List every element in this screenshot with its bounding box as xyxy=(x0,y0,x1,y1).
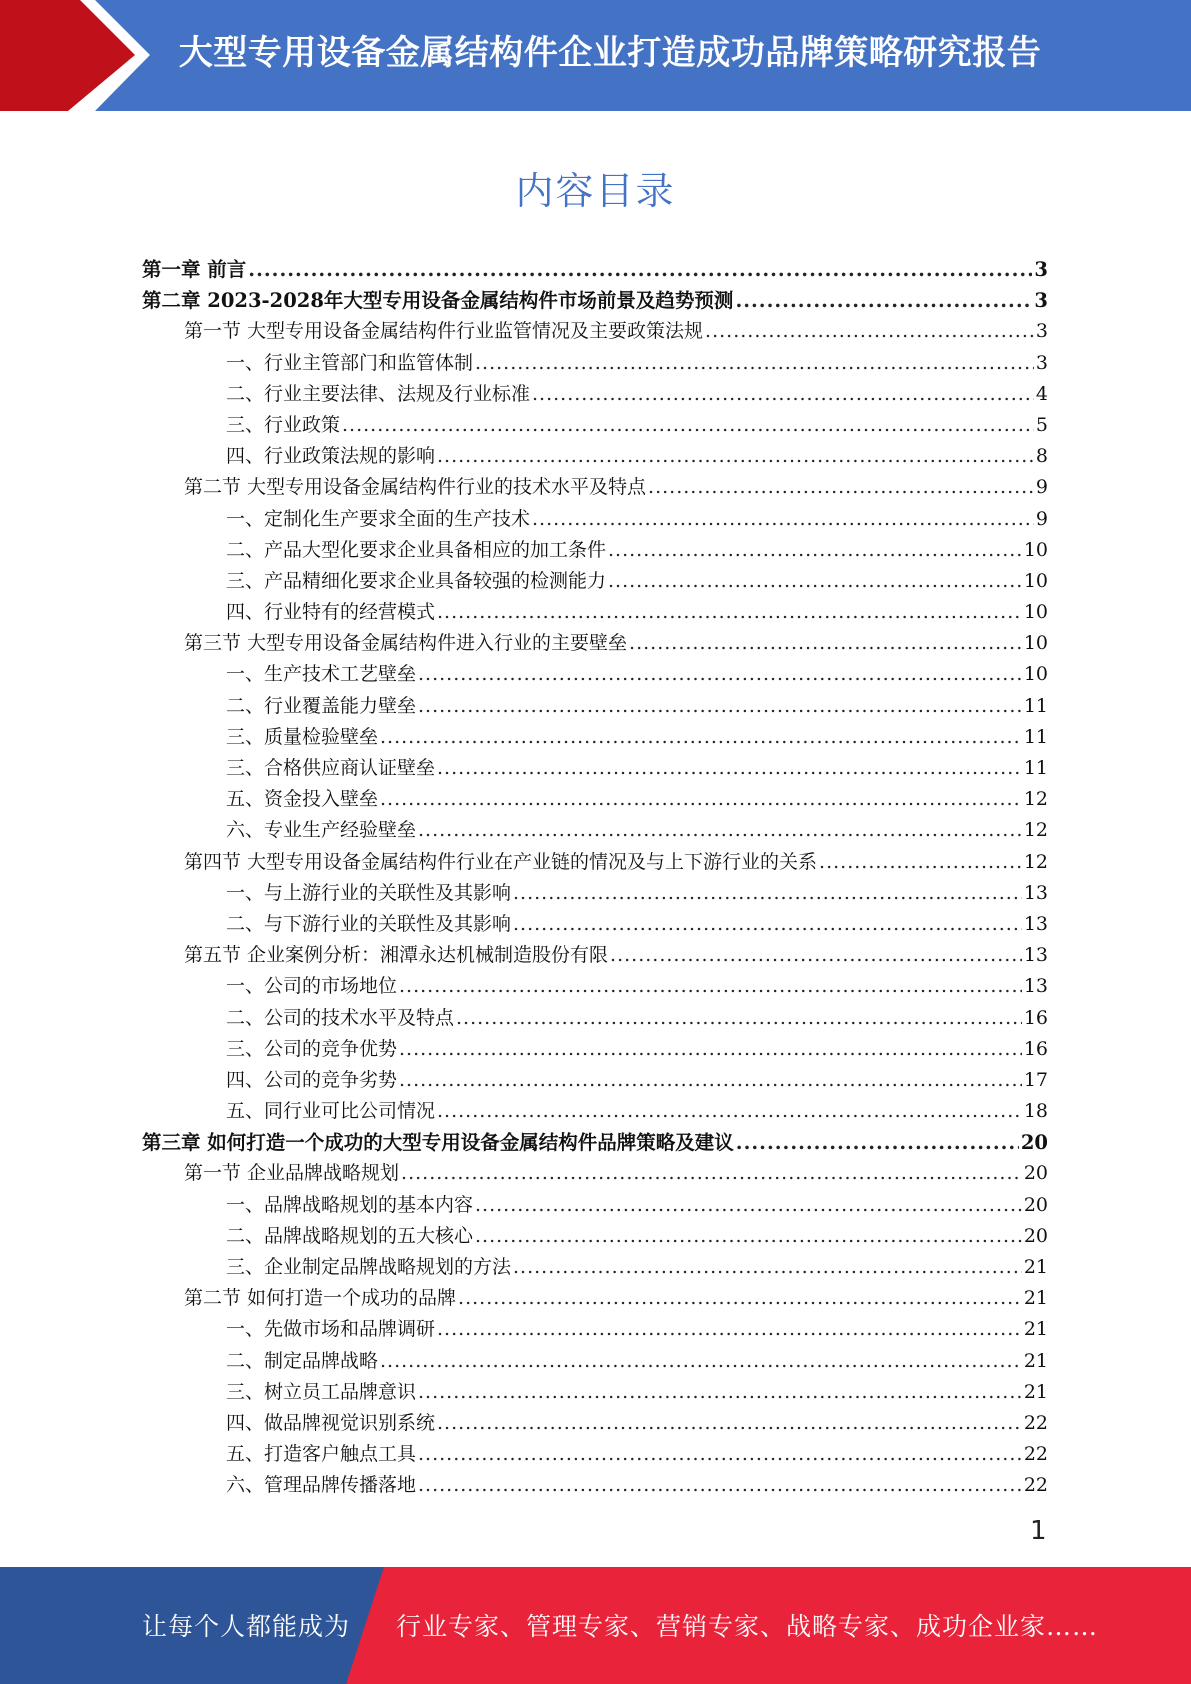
toc-entry-label: 二、制定品牌战略 xyxy=(226,1349,379,1372)
toc-entry-page: 3 xyxy=(1034,258,1048,281)
toc-dot-leader xyxy=(736,1127,1019,1158)
report-title: 大型专用设备金属结构件企业打造成功品牌策略研究报告 xyxy=(178,33,1042,73)
toc-entry-page: 17 xyxy=(1023,1068,1048,1091)
toc-entry-label: 一、生产技术工艺壁垒 xyxy=(226,663,417,686)
toc-entry-page: 12 xyxy=(1023,819,1048,842)
toc-entry-page: 20 xyxy=(1023,1193,1048,1216)
toc-entry[interactable] xyxy=(142,1346,1048,1377)
toc-dot-leader xyxy=(248,254,1032,285)
toc-entry-label: 第二章 2023-2028年大型专用设备金属结构件市场前景及趋势预测 xyxy=(142,289,734,313)
footer-banner xyxy=(0,1567,1191,1684)
toc-dot-leader xyxy=(610,940,1022,971)
toc-dot-leader xyxy=(437,1314,1022,1345)
toc-entry[interactable] xyxy=(142,815,1048,846)
toc-entry-label: 二、与下游行业的关联性及其影响 xyxy=(226,912,512,935)
toc-entry-page: 8 xyxy=(1035,445,1048,468)
toc-entry-label: 二、行业覆盖能力壁垒 xyxy=(226,694,417,717)
toc-entry[interactable] xyxy=(142,1252,1048,1283)
toc-entry-label: 一、品牌战略规划的基本内容 xyxy=(226,1193,474,1216)
toc-entry-label: 一、公司的市场地位 xyxy=(226,975,398,998)
toc-entry-page: 3 xyxy=(1035,351,1048,374)
toc-entry-label: 第四节 大型专用设备金属结构件行业在产业链的情况及与上下游行业的关系 xyxy=(184,850,818,873)
toc-entry[interactable] xyxy=(142,1158,1048,1189)
toc-dot-leader xyxy=(380,722,1022,753)
toc-entry[interactable] xyxy=(142,971,1048,1002)
toc-entry-label: 五、同行业可比公司情况 xyxy=(226,1100,436,1123)
toc-entry-page: 3 xyxy=(1035,320,1048,343)
toc-entry[interactable] xyxy=(142,1221,1048,1252)
toc-entry[interactable] xyxy=(142,753,1048,784)
toc-dot-leader xyxy=(437,597,1022,628)
toc-entry-page: 3 xyxy=(1034,289,1048,313)
toc-entry-label: 一、与上游行业的关联性及其影响 xyxy=(226,881,512,904)
toc-entry[interactable] xyxy=(142,348,1048,379)
toc-dot-leader xyxy=(648,472,1034,503)
toc-entry-page: 20 xyxy=(1023,1224,1048,1247)
toc-dot-leader xyxy=(629,628,1022,659)
toc-entry[interactable] xyxy=(142,410,1048,441)
toc-entry-page: 10 xyxy=(1023,538,1048,561)
toc-entry[interactable] xyxy=(142,535,1048,566)
toc-entry-label: 第二节 如何打造一个成功的品牌 xyxy=(184,1287,457,1310)
toc-entry[interactable] xyxy=(142,1377,1048,1408)
toc-entry[interactable] xyxy=(142,566,1048,597)
toc-entry[interactable] xyxy=(142,628,1048,659)
toc-entry[interactable] xyxy=(142,316,1048,347)
toc-entry-page: 21 xyxy=(1023,1349,1048,1372)
toc-entry-label: 第一节 企业品牌战略规划 xyxy=(184,1162,400,1185)
toc-entry-label: 第一章 前言 xyxy=(142,258,247,281)
toc-dot-leader xyxy=(418,1377,1022,1408)
toc-entry-page: 13 xyxy=(1023,944,1048,967)
toc-dot-leader xyxy=(705,316,1034,347)
toc-entry-page: 10 xyxy=(1023,632,1048,655)
toc-entry-page: 11 xyxy=(1023,694,1048,717)
toc-entry-label: 三、公司的竞争优势 xyxy=(226,1037,398,1060)
toc-dot-leader xyxy=(437,441,1034,472)
toc-dot-leader xyxy=(380,784,1022,815)
toc-entry-label: 三、树立员工品牌意识 xyxy=(226,1380,417,1403)
toc-dot-leader xyxy=(418,815,1022,846)
toc-entry-page: 13 xyxy=(1023,975,1048,998)
toc-entry-page: 13 xyxy=(1023,912,1048,935)
toc-entry-page: 13 xyxy=(1023,881,1048,904)
toc-dot-leader xyxy=(513,1252,1022,1283)
toc-entry[interactable] xyxy=(142,1314,1048,1345)
toc-entry-page: 20 xyxy=(1023,1162,1048,1185)
toc-entry[interactable] xyxy=(142,722,1048,753)
toc-entry-label: 六、专业生产经验壁垒 xyxy=(226,819,417,842)
toc-entry-label: 五、资金投入壁垒 xyxy=(226,788,379,811)
toc-dot-leader xyxy=(735,285,1032,316)
toc-entry[interactable] xyxy=(142,1283,1048,1314)
toc-entry[interactable] xyxy=(142,1470,1048,1501)
toc-dot-leader xyxy=(418,1470,1022,1501)
toc-entry-page: 9 xyxy=(1035,507,1048,530)
toc-entry[interactable] xyxy=(142,909,1048,940)
toc-entry[interactable] xyxy=(142,1065,1048,1096)
toc-entry[interactable] xyxy=(142,472,1048,503)
toc-entry[interactable] xyxy=(142,504,1048,535)
toc-entry[interactable] xyxy=(142,1439,1048,1470)
toc-entry-page: 4 xyxy=(1035,382,1048,405)
toc-entry-page: 16 xyxy=(1023,1006,1048,1029)
toc-entry-label: 四、行业政策法规的影响 xyxy=(226,445,436,468)
toc-entry[interactable] xyxy=(142,691,1048,722)
toc-entry-page: 9 xyxy=(1035,476,1048,499)
toc-entry-label: 一、定制化生产要求全面的生产技术 xyxy=(226,507,531,530)
toc-dot-leader xyxy=(475,348,1034,379)
toc-entry-label: 第二节 大型专用设备金属结构件行业的技术水平及特点 xyxy=(184,476,647,499)
toc-dot-leader xyxy=(399,1034,1022,1065)
toc-entry[interactable] xyxy=(142,1127,1048,1158)
toc-entry-label: 第三节 大型专用设备金属结构件进入行业的主要壁垒 xyxy=(184,632,628,655)
toc-entry-page: 12 xyxy=(1023,788,1048,811)
toc-entry[interactable] xyxy=(142,1003,1048,1034)
toc-dot-leader xyxy=(342,410,1034,441)
toc-entry-label: 一、行业主管部门和监管体制 xyxy=(226,351,474,374)
toc-entry-page: 10 xyxy=(1023,663,1048,686)
toc-dot-leader xyxy=(437,1408,1022,1439)
toc-entry[interactable] xyxy=(142,1034,1048,1065)
toc-entry[interactable] xyxy=(142,940,1048,971)
toc-entry-label: 六、管理品牌传播落地 xyxy=(226,1474,417,1497)
toc-entry-label: 五、打造客户触点工具 xyxy=(226,1443,417,1466)
toc-entry-label: 三、行业政策 xyxy=(226,413,341,436)
toc-dot-leader xyxy=(513,878,1022,909)
toc-dot-leader xyxy=(475,1190,1022,1221)
toc-entry-page: 16 xyxy=(1023,1037,1048,1060)
toc-entry-label: 四、行业特有的经营模式 xyxy=(226,601,436,624)
toc-dot-leader xyxy=(380,1346,1022,1377)
toc-entry-label: 三、质量检验壁垒 xyxy=(226,725,379,748)
toc-entry-page: 18 xyxy=(1023,1100,1048,1123)
toc-dot-leader xyxy=(418,1439,1022,1470)
toc-entry-label: 二、公司的技术水平及特点 xyxy=(226,1006,455,1029)
footer-slogan-left: 让每个人都能成为 xyxy=(142,1612,351,1641)
toc-dot-leader xyxy=(608,566,1022,597)
toc-heading: 内容目录 xyxy=(515,169,676,213)
toc-entry-label: 一、先做市场和品牌调研 xyxy=(226,1318,436,1341)
toc-dot-leader xyxy=(819,847,1022,878)
toc-entry-page: 10 xyxy=(1023,601,1048,624)
toc-entry[interactable] xyxy=(142,1190,1048,1221)
toc-dot-leader xyxy=(608,535,1022,566)
toc-entry-page: 12 xyxy=(1023,850,1048,873)
toc-entry[interactable] xyxy=(142,597,1048,628)
toc-entry[interactable] xyxy=(142,379,1048,410)
header-banner xyxy=(0,0,1191,111)
toc-entry-page: 21 xyxy=(1023,1256,1048,1278)
toc-entry[interactable] xyxy=(142,285,1048,316)
toc-entry-label: 四、公司的竞争劣势 xyxy=(226,1068,398,1091)
toc-entry-page: 5 xyxy=(1035,413,1048,436)
toc-entry[interactable] xyxy=(142,878,1048,909)
toc-entry[interactable] xyxy=(142,847,1048,878)
toc-entry[interactable] xyxy=(142,254,1048,285)
toc-entry-page: 11 xyxy=(1023,757,1048,779)
toc-dot-leader xyxy=(532,379,1034,410)
toc-entry-page: 21 xyxy=(1023,1318,1048,1341)
toc-dot-leader xyxy=(418,691,1022,722)
toc-dot-leader xyxy=(532,504,1034,535)
page-number: 1 xyxy=(1030,1516,1047,1546)
toc-entry-page: 21 xyxy=(1023,1287,1048,1310)
toc-entry[interactable] xyxy=(142,784,1048,815)
toc-dot-leader xyxy=(418,659,1022,690)
toc-entry-label: 四、做品牌视觉识别系统 xyxy=(226,1411,436,1434)
toc-entry-label: 三、企业制定品牌战略规划的方法 xyxy=(226,1256,512,1278)
toc-dot-leader xyxy=(399,971,1022,1002)
toc-entry[interactable] xyxy=(142,1096,1048,1127)
table-of-contents xyxy=(142,254,1048,1502)
toc-dot-leader xyxy=(399,1065,1022,1096)
toc-dot-leader xyxy=(401,1158,1022,1189)
toc-entry-page: 21 xyxy=(1023,1380,1048,1403)
toc-dot-leader xyxy=(458,1283,1022,1314)
toc-entry-label: 三、合格供应商认证壁垒 xyxy=(226,757,436,779)
toc-entry-label: 二、品牌战略规划的五大核心 xyxy=(226,1224,474,1247)
toc-entry-label: 第一节 大型专用设备金属结构件行业监管情况及主要政策法规 xyxy=(184,320,704,343)
toc-dot-leader xyxy=(475,1221,1022,1252)
toc-entry[interactable] xyxy=(142,1408,1048,1439)
toc-dot-leader xyxy=(437,1096,1022,1127)
toc-entry-label: 第五节 企业案例分析：湘潭永达机械制造股份有限 xyxy=(184,944,609,967)
toc-entry-page: 22 xyxy=(1023,1474,1048,1497)
toc-entry-page: 11 xyxy=(1023,725,1048,748)
toc-entry-page: 22 xyxy=(1023,1443,1048,1466)
toc-entry-label: 三、产品精细化要求企业具备较强的检测能力 xyxy=(226,569,607,592)
toc-dot-leader xyxy=(456,1003,1022,1034)
footer-slogan-right: 行业专家、管理专家、营销专家、战略专家、成功企业家…… xyxy=(396,1612,1099,1641)
toc-dot-leader xyxy=(513,909,1022,940)
toc-entry-label: 二、行业主要法律、法规及行业标准 xyxy=(226,382,531,405)
toc-entry-page: 10 xyxy=(1023,569,1048,592)
toc-entry-page: 22 xyxy=(1023,1411,1048,1434)
toc-entry-page: 20 xyxy=(1020,1131,1048,1155)
toc-entry-label: 二、产品大型化要求企业具备相应的加工条件 xyxy=(226,538,607,561)
toc-dot-leader xyxy=(437,753,1022,784)
toc-entry[interactable] xyxy=(142,659,1048,690)
toc-entry-label: 第三章 如何打造一个成功的大型专用设备金属结构件品牌策略及建议 xyxy=(142,1131,734,1155)
toc-entry[interactable] xyxy=(142,441,1048,472)
